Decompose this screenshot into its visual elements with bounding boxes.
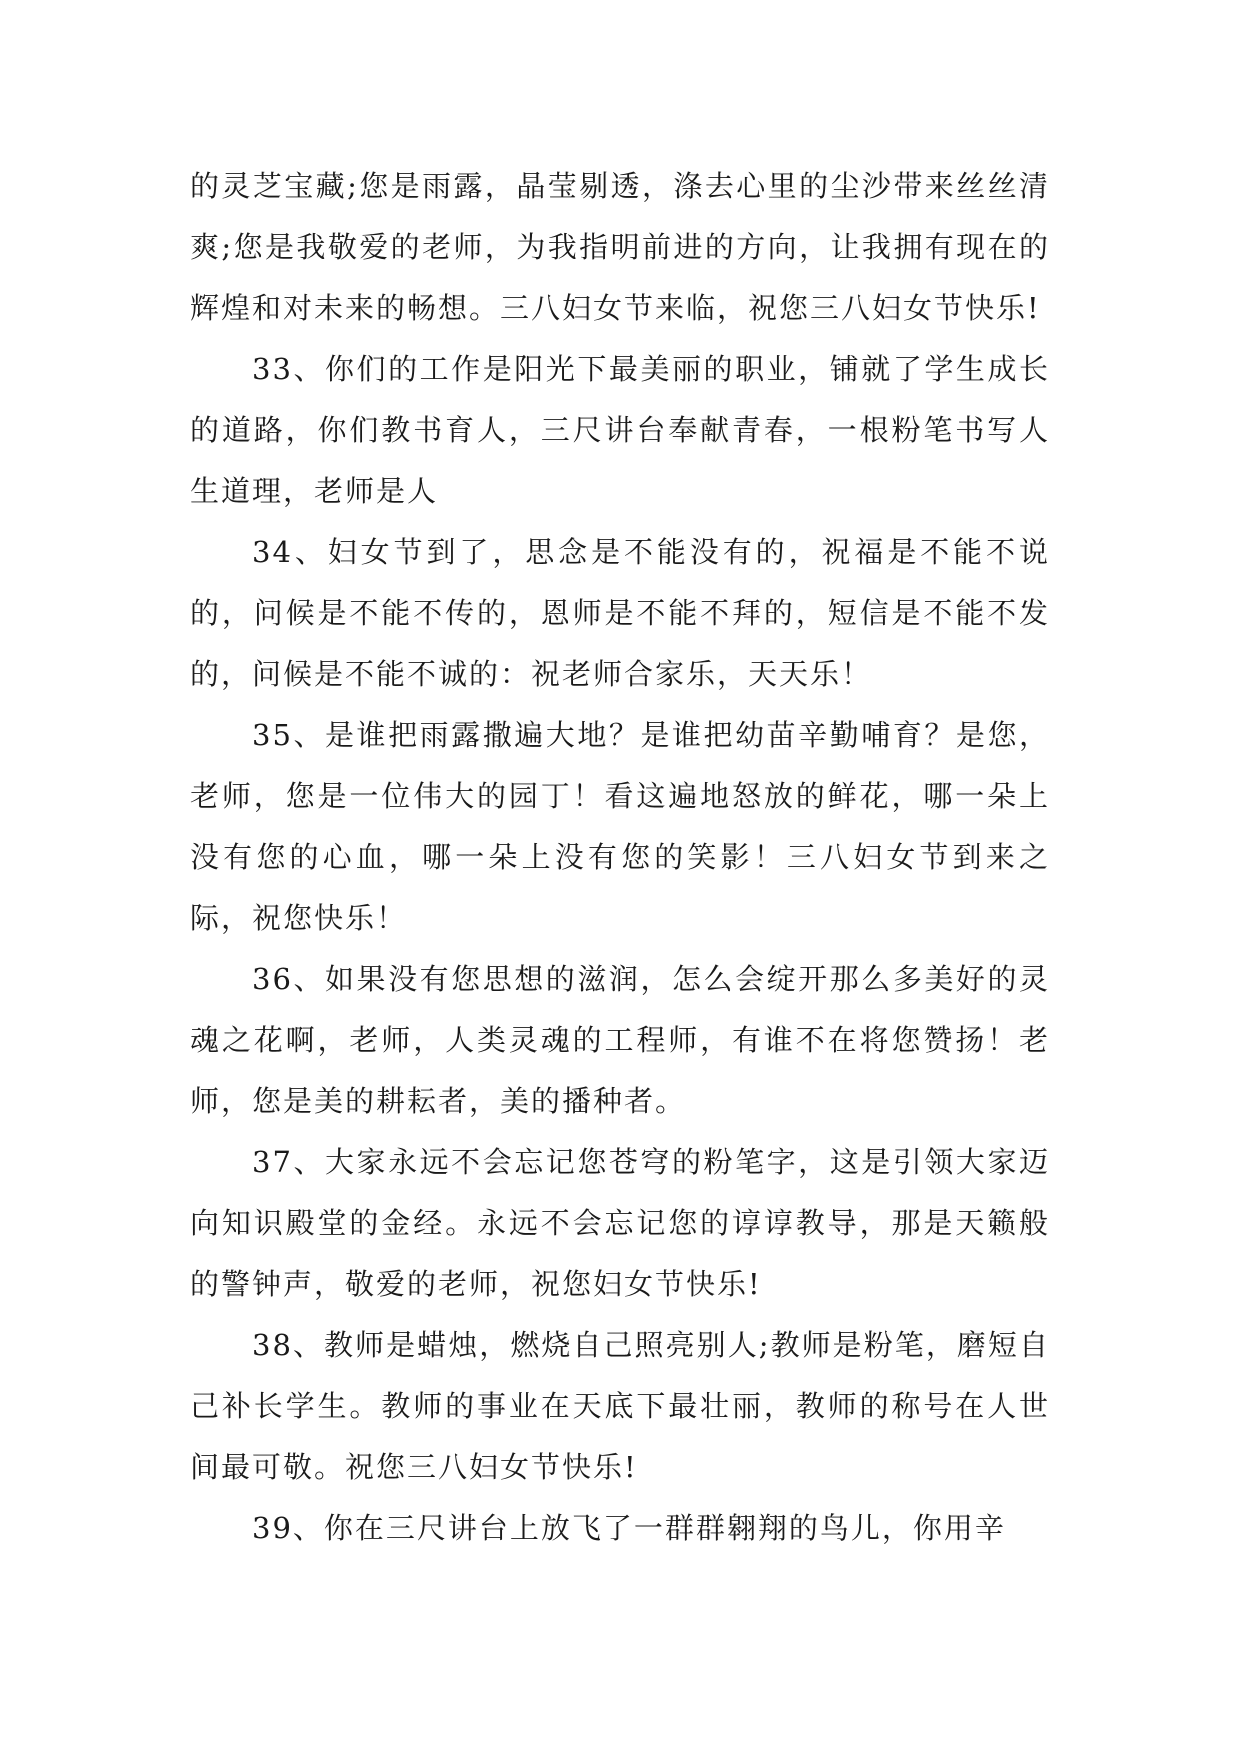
paragraph-38: 38、教师是蜡烛，燃烧自己照亮别人;教师是粉笔，磨短自己补长学生。教师的事业在天底下最壮丽，教师的称号在人世间最可敬。祝您三八妇女节快乐! (190, 1328, 1050, 1484)
paragraph-continued: 的灵芝宝藏;您是雨露，晶莹剔透，涤去心里的尘沙带来丝丝清爽;您是我敬爱的老师，为我指明前进的方向，让我拥有现在的辉煌和对未来的畅想。三八妇女节来临，祝您三八妇女节快乐! (190, 169, 1050, 325)
paragraph-37: 37、大家永远不会忘记您苍穹的粉笔字，这是引领大家迈向知识殿堂的金经。永远不会忘记您的谆谆教导，那是天籁般的警钟声，敬爱的老师，祝您妇女节快乐! (190, 1145, 1050, 1301)
paragraph-35: 35、是谁把雨露撒遍大地？是谁把幼苗辛勤哺育？是您，老师，您是一位伟大的园丁！看这遍地怒放的鲜花，哪一朵上没有您的心血，哪一朵上没有您的笑影！三八妇女节到来之际，祝您快乐！ (190, 718, 1050, 935)
body-text (190, 156, 1050, 1559)
paragraph-39: 39、你在三尺讲台上放飞了一群群翱翔的鸟儿，你用辛 (252, 1511, 1006, 1545)
paragraph-36: 36、如果没有您思想的滋润，怎么会绽开那么多美好的灵魂之花啊，老师，人类灵魂的工程师，有谁不在将您赞扬！老师，您是美的耕耘者，美的播种者。 (190, 962, 1050, 1118)
paragraph-33: 33、你们的工作是阳光下最美丽的职业，铺就了学生成长的道路，你们教书育人，三尺讲台奉献青春，一根粉笔书写人生道理，老师是人 (190, 352, 1050, 508)
paragraph-34: 34、妇女节到了，思念是不能没有的，祝福是不能不说的，问候是不能不传的，恩师是不能不拜的，短信是不能不发的，问候是不能不诚的：祝老师合家乐，天天乐！ (190, 535, 1050, 691)
